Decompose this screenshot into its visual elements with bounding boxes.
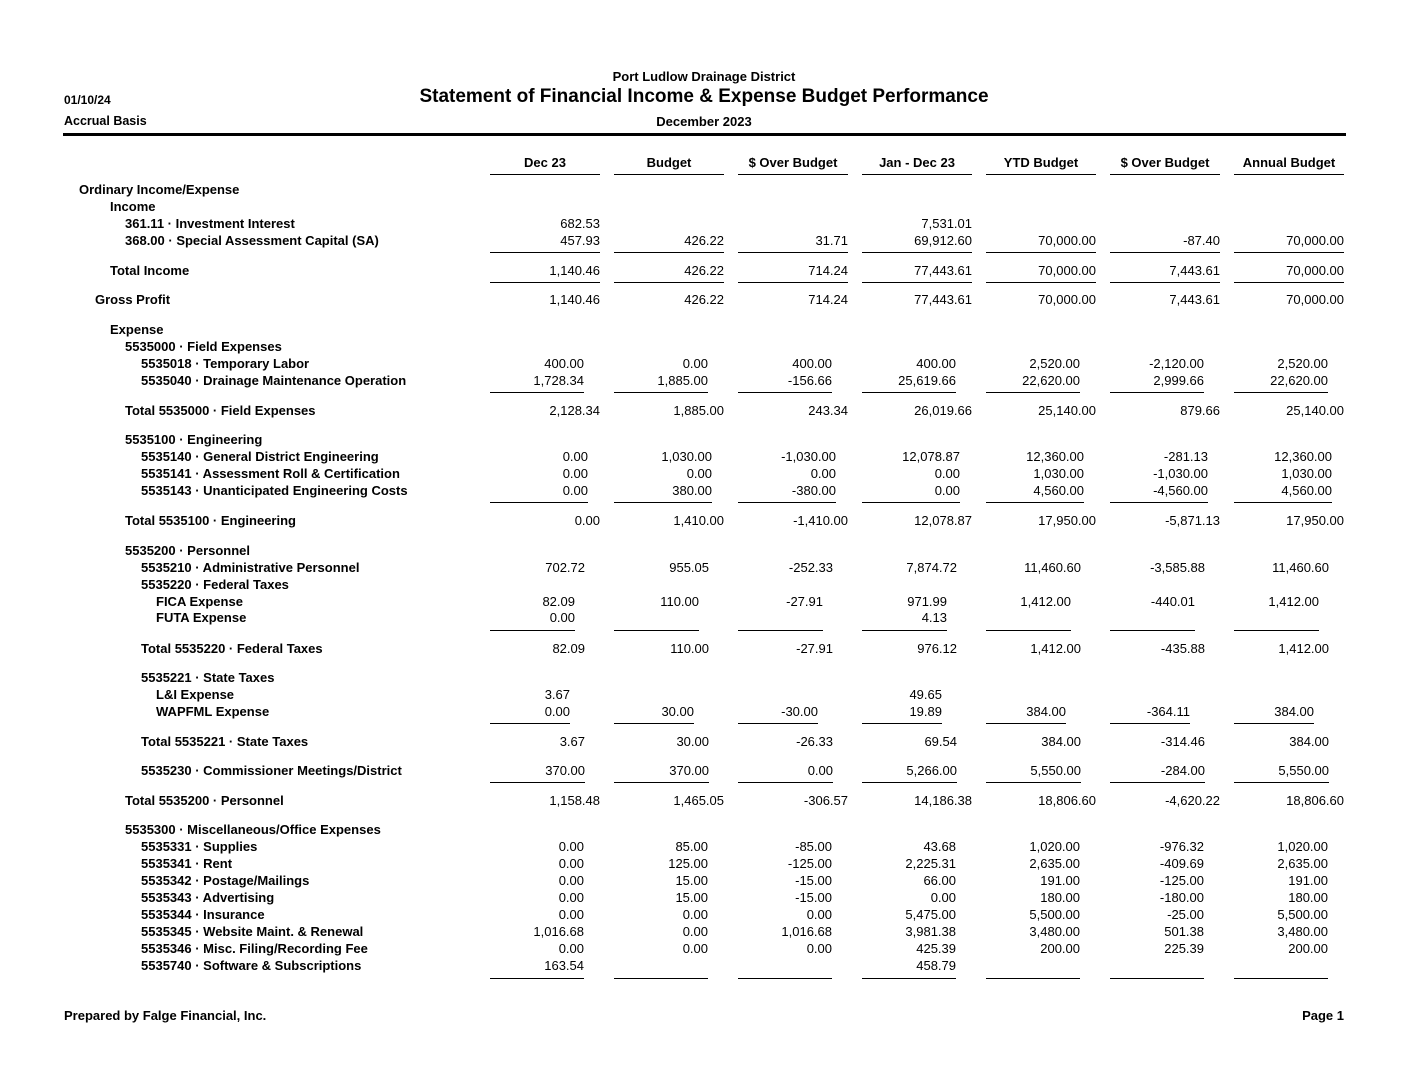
table-cell: 0.00 [558, 856, 584, 871]
table-cell: 0.00 [934, 483, 960, 498]
table-cell: -4,620.22 [1165, 793, 1220, 808]
subtotal-rule [490, 502, 588, 503]
table-cell: 5,550.00 [1030, 763, 1081, 778]
column-header-underline [862, 174, 972, 175]
row-label: Total 5535000 · Field Expenses [125, 403, 316, 418]
table-cell: 14,186.38 [914, 793, 972, 808]
table-cell: 1,412.00 [1030, 641, 1081, 656]
table-cell: 426.22 [684, 263, 724, 278]
subtotal-rule [490, 782, 585, 783]
table-cell: 225.39 [1164, 941, 1204, 956]
table-cell: 2,225.31 [905, 856, 956, 871]
table-cell: 458.79 [916, 958, 956, 973]
table-cell: 1,020.00 [1029, 839, 1080, 854]
page-number: Page 1 [1302, 1008, 1344, 1023]
table-cell: 25,619.66 [898, 373, 956, 388]
table-cell: 714.24 [808, 263, 848, 278]
subtotal-rule [738, 723, 818, 724]
subtotal-rule [862, 392, 956, 393]
table-cell: -306.57 [803, 793, 848, 808]
subtotal-rule [1110, 502, 1208, 503]
subtotal-rule [1234, 392, 1328, 393]
row-label: 5535200 · Personnel [125, 543, 251, 558]
table-cell: 2,520.00 [1029, 356, 1080, 371]
row-label: Total 5535221 · State Taxes [141, 734, 309, 749]
row-label: Total 5535100 · Engineering [125, 513, 296, 528]
table-cell: -27.91 [786, 594, 823, 609]
row-label: Total 5535200 · Personnel [125, 793, 284, 808]
table-cell: 200.00 [1288, 941, 1328, 956]
table-cell: 380.00 [672, 483, 712, 498]
header-divider [63, 133, 1346, 136]
table-cell: 714.24 [808, 292, 848, 307]
column-header-underline [738, 174, 848, 175]
table-cell: -1,030.00 [781, 449, 836, 464]
subtotal-rule [1110, 282, 1220, 283]
subtotal-rule [738, 392, 832, 393]
subtotal-rule [986, 782, 1081, 783]
subtotal-rule [614, 723, 694, 724]
row-label: 5535740 · Software & Subscriptions [141, 958, 362, 973]
row-label: 5535141 · Assessment Roll & Certification [141, 466, 400, 481]
table-cell: 0.00 [682, 924, 708, 939]
table-cell: -180.00 [1159, 890, 1204, 905]
column-header-underline [490, 174, 600, 175]
table-cell: 0.00 [558, 839, 584, 854]
column-header: Jan - Dec 23 [879, 155, 955, 170]
table-cell: 400.00 [916, 356, 956, 371]
column-header-underline [1110, 174, 1220, 175]
subtotal-rule [614, 282, 724, 283]
subtotal-rule [986, 282, 1096, 283]
row-label: Total 5535220 · Federal Taxes [141, 641, 323, 656]
table-cell: 7,874.72 [906, 560, 957, 575]
row-label: 5535040 · Drainage Maintenance Operation [141, 373, 407, 388]
table-cell: 501.38 [1164, 924, 1204, 939]
table-cell: 976.12 [917, 641, 957, 656]
table-cell: -3,585.88 [1150, 560, 1205, 575]
column-header: Dec 23 [524, 155, 566, 170]
table-cell: -87.40 [1183, 233, 1220, 248]
table-cell: 0.00 [562, 466, 588, 481]
row-label: 361.11 · Investment Interest [125, 216, 295, 231]
table-cell: 1,885.00 [657, 373, 708, 388]
table-cell: 457.93 [560, 233, 600, 248]
row-label: Ordinary Income/Expense [79, 182, 240, 197]
table-cell: 400.00 [544, 356, 584, 371]
table-cell: 0.00 [562, 483, 588, 498]
table-cell: 110.00 [660, 594, 699, 609]
column-header-underline [614, 174, 724, 175]
table-cell: 1,410.00 [673, 513, 724, 528]
table-cell: -435.88 [1160, 641, 1205, 656]
table-cell: 400.00 [792, 356, 832, 371]
table-cell: 0.00 [558, 873, 584, 888]
table-cell: 22,620.00 [1022, 373, 1080, 388]
table-cell: -85.00 [795, 839, 832, 854]
report-title: Statement of Financial Income & Expense Budget Performance [419, 86, 989, 107]
table-cell: 7,443.61 [1169, 263, 1220, 278]
table-cell: -364.11 [1146, 704, 1190, 719]
row-label: 5535344 · Insurance [141, 907, 265, 922]
table-cell: 12,078.87 [902, 449, 960, 464]
table-cell: 191.00 [1288, 873, 1328, 888]
table-cell: 7,531.01 [921, 216, 972, 231]
subtotal-rule [1234, 978, 1328, 979]
table-cell: 70,000.00 [1286, 292, 1344, 307]
row-label: 5535230 · Commissioner Meetings/District [141, 763, 402, 778]
subtotal-rule [986, 252, 1096, 253]
table-cell: 11,460.60 [1272, 560, 1329, 575]
table-cell: 0.00 [558, 941, 584, 956]
row-label: 368.00 · Special Assessment Capital (SA) [125, 233, 379, 248]
table-cell: 0.00 [806, 907, 832, 922]
subtotal-rule [614, 252, 724, 253]
table-cell: 26,019.66 [914, 403, 972, 418]
table-cell: 4,560.00 [1033, 483, 1084, 498]
table-cell: -976.32 [1159, 839, 1204, 854]
table-cell: 30.00 [661, 704, 694, 719]
subtotal-rule [738, 782, 833, 783]
row-label: Expense [110, 322, 164, 337]
table-cell: 5,500.00 [1277, 907, 1328, 922]
table-cell: -15.00 [795, 890, 832, 905]
row-label: 5535018 · Temporary Labor [141, 356, 310, 371]
table-cell: 0.00 [562, 449, 588, 464]
row-label: FICA Expense [156, 594, 243, 609]
table-cell: 0.00 [686, 466, 712, 481]
table-cell: 0.00 [810, 466, 836, 481]
row-label: 5535343 · Advertising [141, 890, 275, 905]
table-cell: -1,030.00 [1153, 466, 1208, 481]
table-cell: 49.65 [909, 687, 942, 702]
row-label: 5535345 · Website Maint. & Renewal [141, 924, 364, 939]
row-label: 5535221 · State Taxes [141, 670, 275, 685]
table-cell: 82.09 [552, 641, 585, 656]
subtotal-rule [1110, 978, 1204, 979]
table-cell: 1,465.05 [673, 793, 724, 808]
table-cell: 66.00 [923, 873, 956, 888]
table-cell: -409.69 [1159, 856, 1204, 871]
table-cell: 12,078.87 [914, 513, 972, 528]
table-cell: 0.00 [544, 704, 570, 719]
table-cell: 15.00 [675, 890, 708, 905]
table-cell: 25,140.00 [1286, 403, 1344, 418]
row-label: 5535140 · General District Engineering [141, 449, 379, 464]
table-cell: 971.99 [907, 594, 947, 609]
subtotal-rule [490, 392, 584, 393]
table-cell: 15.00 [675, 873, 708, 888]
accounting-basis: Accrual Basis [64, 114, 147, 128]
table-cell: 5,266.00 [906, 763, 957, 778]
subtotal-rule [738, 630, 823, 631]
subtotal-rule [986, 630, 1071, 631]
table-cell: 180.00 [1288, 890, 1328, 905]
table-cell: 4,560.00 [1281, 483, 1332, 498]
table-cell: 1,140.46 [549, 292, 600, 307]
table-cell: 425.39 [916, 941, 956, 956]
subtotal-rule [614, 782, 709, 783]
subtotal-rule [738, 978, 832, 979]
table-cell: 1,412.00 [1268, 594, 1319, 609]
table-cell: 5,550.00 [1278, 763, 1329, 778]
table-cell: 31.71 [815, 233, 848, 248]
subtotal-rule [1234, 630, 1319, 631]
table-cell: 370.00 [545, 763, 585, 778]
table-cell: 0.00 [682, 356, 708, 371]
row-label: Income [110, 199, 156, 214]
table-cell: 70,000.00 [1038, 292, 1096, 307]
table-cell: 0.00 [558, 890, 584, 905]
subtotal-rule [614, 502, 712, 503]
subtotal-rule [1110, 252, 1220, 253]
subtotal-rule [986, 978, 1080, 979]
table-cell: 2,128.34 [549, 403, 600, 418]
table-cell: 69,912.60 [914, 233, 972, 248]
table-cell: 25,140.00 [1038, 403, 1096, 418]
subtotal-rule [614, 392, 708, 393]
subtotal-rule [490, 630, 575, 631]
table-cell: 0.00 [549, 610, 575, 625]
subtotal-rule [1234, 782, 1329, 783]
table-cell: -2,120.00 [1149, 356, 1204, 371]
table-cell: 0.00 [807, 763, 833, 778]
table-cell: 384.00 [1289, 734, 1329, 749]
row-label: FUTA Expense [156, 610, 247, 625]
column-header: $ Over Budget [748, 155, 838, 170]
subtotal-rule [1234, 502, 1332, 503]
row-label: 5535331 · Supplies [141, 839, 258, 854]
subtotal-rule [1234, 252, 1344, 253]
table-cell: 1,030.00 [1033, 466, 1084, 481]
company-name: Port Ludlow Drainage District [612, 69, 796, 84]
table-cell: -156.66 [787, 373, 832, 388]
table-cell: -281.13 [1163, 449, 1208, 464]
row-label: 5535100 · Engineering [125, 432, 263, 447]
table-cell: 1,016.68 [533, 924, 584, 939]
table-cell: -1,410.00 [793, 513, 848, 528]
subtotal-rule [614, 978, 708, 979]
table-cell: 70,000.00 [1286, 233, 1344, 248]
table-cell: -125.00 [787, 856, 832, 871]
table-cell: 0.00 [574, 513, 600, 528]
table-cell: 0.00 [930, 890, 956, 905]
subtotal-rule [614, 630, 699, 631]
table-cell: -27.91 [796, 641, 833, 656]
column-header-underline [986, 174, 1096, 175]
table-cell: 19.89 [909, 704, 942, 719]
table-cell: 702.72 [545, 560, 585, 575]
table-cell: 163.54 [544, 958, 584, 973]
column-header: Budget [646, 155, 692, 170]
table-cell: -125.00 [1159, 873, 1204, 888]
table-cell: 77,443.61 [914, 292, 972, 307]
table-cell: 4.13 [921, 610, 947, 625]
table-cell: 0.00 [682, 907, 708, 922]
subtotal-rule [1234, 282, 1344, 283]
table-cell: 2,520.00 [1277, 356, 1328, 371]
table-cell: 17,950.00 [1286, 513, 1344, 528]
table-cell: -5,871.13 [1165, 513, 1220, 528]
row-label: 5535143 · Unanticipated Engineering Costs [141, 483, 408, 498]
table-cell: 1,412.00 [1278, 641, 1329, 656]
table-cell: 200.00 [1040, 941, 1080, 956]
table-cell: -25.00 [1167, 907, 1204, 922]
table-cell: 11,460.60 [1024, 560, 1081, 575]
table-cell: 85.00 [675, 839, 708, 854]
subtotal-rule [862, 723, 942, 724]
subtotal-rule [490, 252, 600, 253]
prepared-by: Prepared by Falge Financial, Inc. [64, 1008, 267, 1023]
table-cell: -252.33 [788, 560, 833, 575]
table-cell: 70,000.00 [1038, 263, 1096, 278]
column-header: $ Over Budget [1120, 155, 1210, 170]
row-label: Gross Profit [95, 292, 171, 307]
table-cell: 22,620.00 [1270, 373, 1328, 388]
table-cell: 0.00 [558, 907, 584, 922]
table-cell: 18,806.60 [1038, 793, 1096, 808]
table-cell: 2,999.66 [1153, 373, 1204, 388]
table-cell: 70,000.00 [1038, 233, 1096, 248]
row-label: L&I Expense [156, 687, 235, 702]
table-cell: 3,480.00 [1029, 924, 1080, 939]
table-cell: 110.00 [670, 641, 709, 656]
table-cell: -30.00 [781, 704, 818, 719]
table-cell: 12,360.00 [1026, 449, 1084, 464]
table-cell: 384.00 [1041, 734, 1081, 749]
table-cell: 1,158.48 [549, 793, 600, 808]
row-label: 5535346 · Misc. Filing/Recording Fee [141, 941, 368, 956]
table-cell: 1,412.00 [1020, 594, 1071, 609]
table-cell: 0.00 [682, 941, 708, 956]
table-cell: 384.00 [1026, 704, 1066, 719]
table-cell: 1,020.00 [1277, 839, 1328, 854]
subtotal-rule [862, 630, 947, 631]
table-cell: 0.00 [806, 941, 832, 956]
table-cell: 1,030.00 [1281, 466, 1332, 481]
subtotal-rule [490, 978, 584, 979]
table-cell: 7,443.61 [1169, 292, 1220, 307]
report-period: December 2023 [656, 114, 752, 129]
table-cell: 426.22 [684, 292, 724, 307]
table-cell: 2,635.00 [1029, 856, 1080, 871]
table-cell: 1,140.46 [549, 263, 600, 278]
table-cell: 955.05 [669, 560, 709, 575]
subtotal-rule [1110, 723, 1190, 724]
row-label: Total Income [110, 263, 190, 278]
row-label: 5535300 · Miscellaneous/Office Expenses [125, 822, 381, 837]
table-cell: 1,016.68 [781, 924, 832, 939]
row-label: 5535220 · Federal Taxes [141, 577, 289, 592]
table-cell: 682.53 [560, 216, 600, 231]
subtotal-rule [490, 723, 570, 724]
table-cell: 12,360.00 [1274, 449, 1332, 464]
subtotal-rule [862, 502, 960, 503]
table-cell: 879.66 [1180, 403, 1220, 418]
subtotal-rule [862, 978, 956, 979]
subtotal-rule [1110, 782, 1205, 783]
table-cell: -26.33 [796, 734, 833, 749]
table-cell: -440.01 [1150, 594, 1195, 609]
subtotal-rule [1110, 630, 1195, 631]
table-cell: 3,981.38 [905, 924, 956, 939]
table-cell: 3.67 [559, 734, 585, 749]
table-cell: 17,950.00 [1038, 513, 1096, 528]
table-cell: 1,030.00 [661, 449, 712, 464]
table-cell: 5,475.00 [905, 907, 956, 922]
column-header-underline [1234, 174, 1344, 175]
table-cell: 5,500.00 [1029, 907, 1080, 922]
table-cell: 43.68 [923, 839, 956, 854]
subtotal-rule [862, 282, 972, 283]
subtotal-rule [862, 252, 972, 253]
table-cell: -4,560.00 [1153, 483, 1208, 498]
subtotal-rule [986, 502, 1084, 503]
table-cell: 125.00 [668, 856, 708, 871]
table-cell: 384.00 [1274, 704, 1314, 719]
subtotal-rule [1110, 392, 1204, 393]
row-label: 5535000 · Field Expenses [125, 339, 282, 354]
table-cell: 3,480.00 [1277, 924, 1328, 939]
row-label: 5535210 · Administrative Personnel [141, 560, 360, 575]
table-cell: -15.00 [795, 873, 832, 888]
table-cell: 426.22 [684, 233, 724, 248]
table-cell: 243.34 [808, 403, 848, 418]
column-header: YTD Budget [1003, 155, 1079, 170]
table-cell: 18,806.60 [1286, 793, 1344, 808]
subtotal-rule [738, 502, 836, 503]
table-cell: 82.09 [542, 594, 575, 609]
table-cell: 70,000.00 [1286, 263, 1344, 278]
row-label: 5535341 · Rent [141, 856, 233, 871]
subtotal-rule [1234, 723, 1314, 724]
column-header: Annual Budget [1242, 155, 1336, 170]
table-cell: -314.46 [1160, 734, 1205, 749]
subtotal-rule [738, 282, 848, 283]
subtotal-rule [490, 282, 600, 283]
subtotal-rule [986, 392, 1080, 393]
table-cell: 69.54 [924, 734, 957, 749]
table-cell: 180.00 [1040, 890, 1080, 905]
row-label: WAPFML Expense [156, 704, 270, 719]
row-label: 5535342 · Postage/Mailings [141, 873, 310, 888]
table-cell: 2,635.00 [1277, 856, 1328, 871]
table-cell: 30.00 [676, 734, 709, 749]
report-date: 01/10/24 [64, 93, 111, 107]
subtotal-rule [738, 252, 848, 253]
subtotal-rule [862, 782, 957, 783]
table-cell: 3.67 [544, 687, 570, 702]
table-cell: 191.00 [1040, 873, 1080, 888]
table-cell: 370.00 [669, 763, 709, 778]
table-cell: 1,885.00 [673, 403, 724, 418]
table-cell: 77,443.61 [914, 263, 972, 278]
table-cell: -380.00 [791, 483, 836, 498]
table-cell: 0.00 [934, 466, 960, 481]
table-cell: -284.00 [1160, 763, 1205, 778]
table-cell: 1,728.34 [533, 373, 584, 388]
subtotal-rule [986, 723, 1066, 724]
